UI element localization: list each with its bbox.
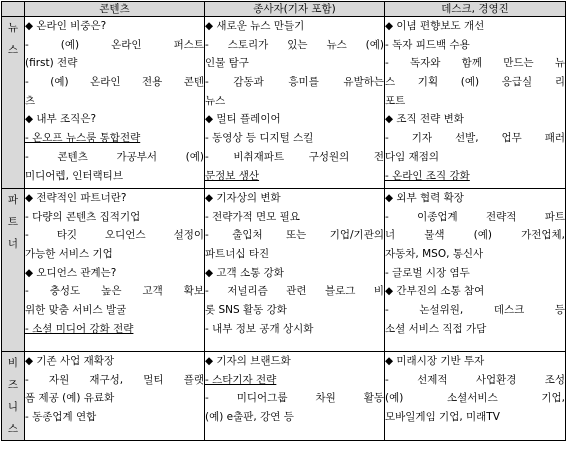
header-desk-management: 데스크, 경영진 [385,2,566,17]
row-label-partner [2,189,25,352]
row-label-char: 파 [7,194,19,206]
cell-line: - 충성도 높은 고객 확보 [25,285,204,298]
cell-line: 포트 [385,94,406,107]
bullet-heading: ◆ 고객 소통 강화 [205,266,284,279]
bullet-heading: ◆ 기존 사업 재확장 [25,355,115,367]
bullet-heading: ◆ 이념 편향보도 개선 [385,20,485,32]
cell-news-contents [25,17,205,189]
cell-line: (예) 소셜서비스 기업, [385,392,565,405]
cell-line: - 기자 선발, 업무 패러 [385,132,565,145]
bullet-heading: ◆ 간부진의 소통 참여 [385,285,485,298]
cell-line: - (예) 온라인 전용 콘텐 [25,76,204,89]
comparison-table [1,1,566,441]
cell-partner-workers [205,189,385,352]
cell-line: - 전략가적 면모 필요 [205,210,300,223]
header-row [2,2,566,17]
row-label-char: 스 [7,44,19,56]
cell-line-underlined: - 온라인 조직 강화 [385,169,470,182]
bullet-heading: ◆ 온라인 비중은? [25,20,107,32]
header-contents: 콘텐츠 [25,2,205,17]
bullet-heading: ◆ 외부 협력 확장 [385,192,464,204]
bullet-heading: ◆ 미래시장 기반 투자 [385,355,485,367]
bullet-heading: ◆ 조직 전략 변화 [385,113,464,126]
row-label-char: 너 [7,238,19,250]
cell-line: - 감동과 흥미를 유발하는 [205,76,384,89]
cell-line: 위한 맞춤 서비스 발굴 [25,304,127,317]
cell-line: 자동차, MSO, 통신사 [385,248,484,261]
row-label-char: 트 [7,216,19,228]
cell-business-desk [385,352,566,441]
cell-line: - 논설위원, 데스크 등 [385,304,565,317]
bullet-heading: ◆ 내부 조직은? [25,113,97,126]
cell-line: - 이종업계 전략적 파트 [385,210,565,223]
header-workers: 종사자(기자 포함) [205,2,385,17]
row-partner [2,189,566,352]
cell-line-underlined: - 소셜 미디어 강화 전략 [25,322,134,335]
cell-line: - 콘텐츠 가공부서 (예) [25,150,204,163]
cell-line: - 다량의 콘텐츠 집적기업 [25,210,141,223]
bullet-heading: ◆ 오디언스 관계는? [25,266,117,279]
cell-line: - 동종업계 연합 [25,411,97,424]
cell-line: - 자원 재구성, 멀티 플랫 [25,373,204,386]
cell-line: - 미디어그룹 차원 활동 [205,392,384,405]
cell-news-desk [385,17,566,189]
bullet-heading: ◆ 새로운 뉴스 만들기 [205,20,305,32]
cell-business-contents [25,352,205,441]
row-label-news [2,17,25,189]
cell-line: 미디어렙, 인터랙티브 [25,169,123,182]
bullet-heading: ◆ 멀티 플레이어 [205,113,281,126]
cell-line: 폼 제공 (예) 유료화 [25,392,115,405]
cell-line: - 저널리즘 관련 블로그 비 [205,285,384,298]
cell-line: - (예) 온라인 퍼스트 [25,38,204,51]
corner-cell [2,2,25,17]
cell-line: 롯 SNS 활동 강화 [205,304,287,317]
cell-line: 다임 재점의 [385,150,440,163]
bullet-heading: ◆ 전략적인 파트너란? [25,192,127,204]
cell-line: 소셜 서비스 직접 가담 [385,322,487,335]
cell-line: 뉴스 [205,94,226,107]
bullet-heading: ◆ 기자상의 변화 [205,192,281,204]
cell-line: - 내부 정보 공개 상시화 [205,322,314,335]
row-label-business [2,352,25,441]
cell-line: (first) 전략 [25,57,78,70]
row-label-char: 스 [7,423,19,435]
row-news [2,17,566,189]
cell-line: 너 물색 (예) 가전업체, [385,229,565,242]
cell-line: - 독자 피드백 수용 [385,38,470,51]
bullet-heading: ◆ 기자의 브랜드화 [205,355,291,367]
cell-partner-contents [25,189,205,352]
cell-line: - 동영상 등 디지털 스킬 [205,132,314,145]
cell-line: 파트너십 타진 [205,248,270,261]
cell-news-workers [205,17,385,189]
cell-line: 모바일게임 기업, 미래TV [385,411,500,424]
cell-line-underlined: - 스타기자 전략 [205,373,277,386]
cell-line: - 글로벌 시장 염두 [385,266,470,279]
cell-line: - 타깃 오디언스 설정이 [25,229,204,242]
cell-line: - 독자와 함께 만드는 뉴 [385,57,565,70]
row-label-char: 즈 [7,379,19,391]
row-business [2,352,566,441]
cell-line: - 선제적 사업환경 조성 [385,373,565,386]
cell-line: - 스토리가 있는 뉴스 (예) [205,38,384,51]
row-label-char: 비 [7,357,19,369]
row-label-char: 뉴 [7,22,19,34]
cell-line: 인물 탐구 [205,57,249,70]
cell-line: 가능한 서비스 기업 [25,248,113,261]
cell-business-workers [205,352,385,441]
row-label-char: 니 [7,401,19,413]
cell-line: 스 기획 (예) 응급실 리 [385,76,565,89]
cell-line: 츠 [25,94,36,107]
cell-line: (예) e출판, 강연 등 [205,411,294,424]
cell-line: - 출입처 또는 기업/기관의 [205,229,384,242]
cell-line: - 비취재파트 구성원의 전 [205,150,384,163]
cell-line-underlined: 문정보 생산 [205,169,260,182]
cell-partner-desk [385,189,566,352]
cell-line-underlined: - 온오프 뉴스룸 통합전략 [25,132,141,145]
